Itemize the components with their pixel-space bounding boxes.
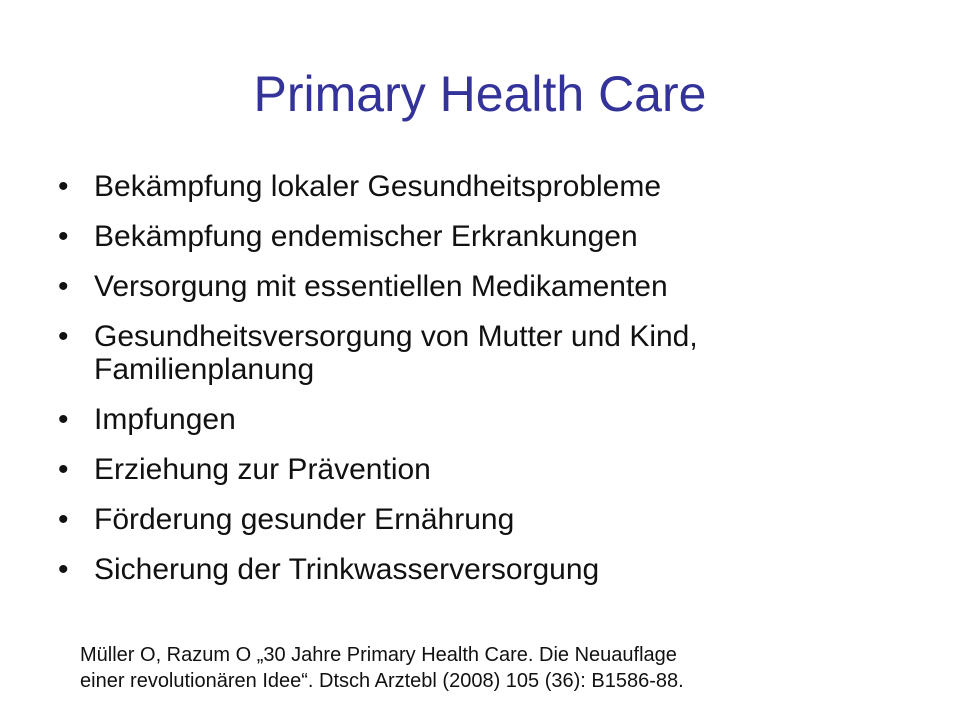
- bullet-icon: •: [58, 453, 69, 486]
- bullet-text: Sicherung der Trinkwasserversorgung: [94, 553, 600, 586]
- bullet-text: Bekämpfung lokaler Gesundheitsprobleme: [94, 170, 661, 203]
- bullet-item: [58, 453, 918, 486]
- bullet-icon: •: [58, 270, 69, 303]
- bullet-item: [58, 553, 918, 586]
- bullet-item: [58, 320, 918, 386]
- reference-line-1: Müller O, Razum O „30 Jahre Primary Health Care. Die Neuauflage: [80, 644, 677, 666]
- bullet-icon: •: [58, 403, 69, 436]
- bullet-text: Gesundheitsversorgung von Mutter und Kind, Familienplanung: [94, 320, 698, 386]
- bullet-icon: •: [58, 170, 69, 203]
- bullet-icon: •: [58, 553, 69, 586]
- reference-line-2: einer revolutionären Idee“. Dtsch Arztebl (2008) 105 (36): B1586-88.: [80, 670, 684, 692]
- bullet-list: [58, 170, 918, 603]
- bullet-text: Bekämpfung endemischer Erkrankungen: [94, 220, 638, 253]
- bullet-item: [58, 220, 918, 253]
- bullet-icon: •: [58, 220, 69, 253]
- bullet-item: [58, 503, 918, 536]
- bullet-item: [58, 270, 918, 303]
- slide-title: Primary Health Care: [253, 66, 707, 122]
- bullet-icon: •: [58, 320, 69, 353]
- bullet-item: [58, 170, 918, 203]
- bullet-text: Impfungen: [94, 403, 236, 436]
- bullet-text: Erziehung zur Prävention: [94, 453, 431, 486]
- bullet-text: Versorgung mit essentiellen Medikamenten: [94, 270, 668, 303]
- bullet-item: [58, 403, 918, 436]
- bullet-icon: •: [58, 503, 69, 536]
- reference-citation: [80, 642, 840, 694]
- bullet-text: Förderung gesunder Ernährung: [94, 503, 515, 536]
